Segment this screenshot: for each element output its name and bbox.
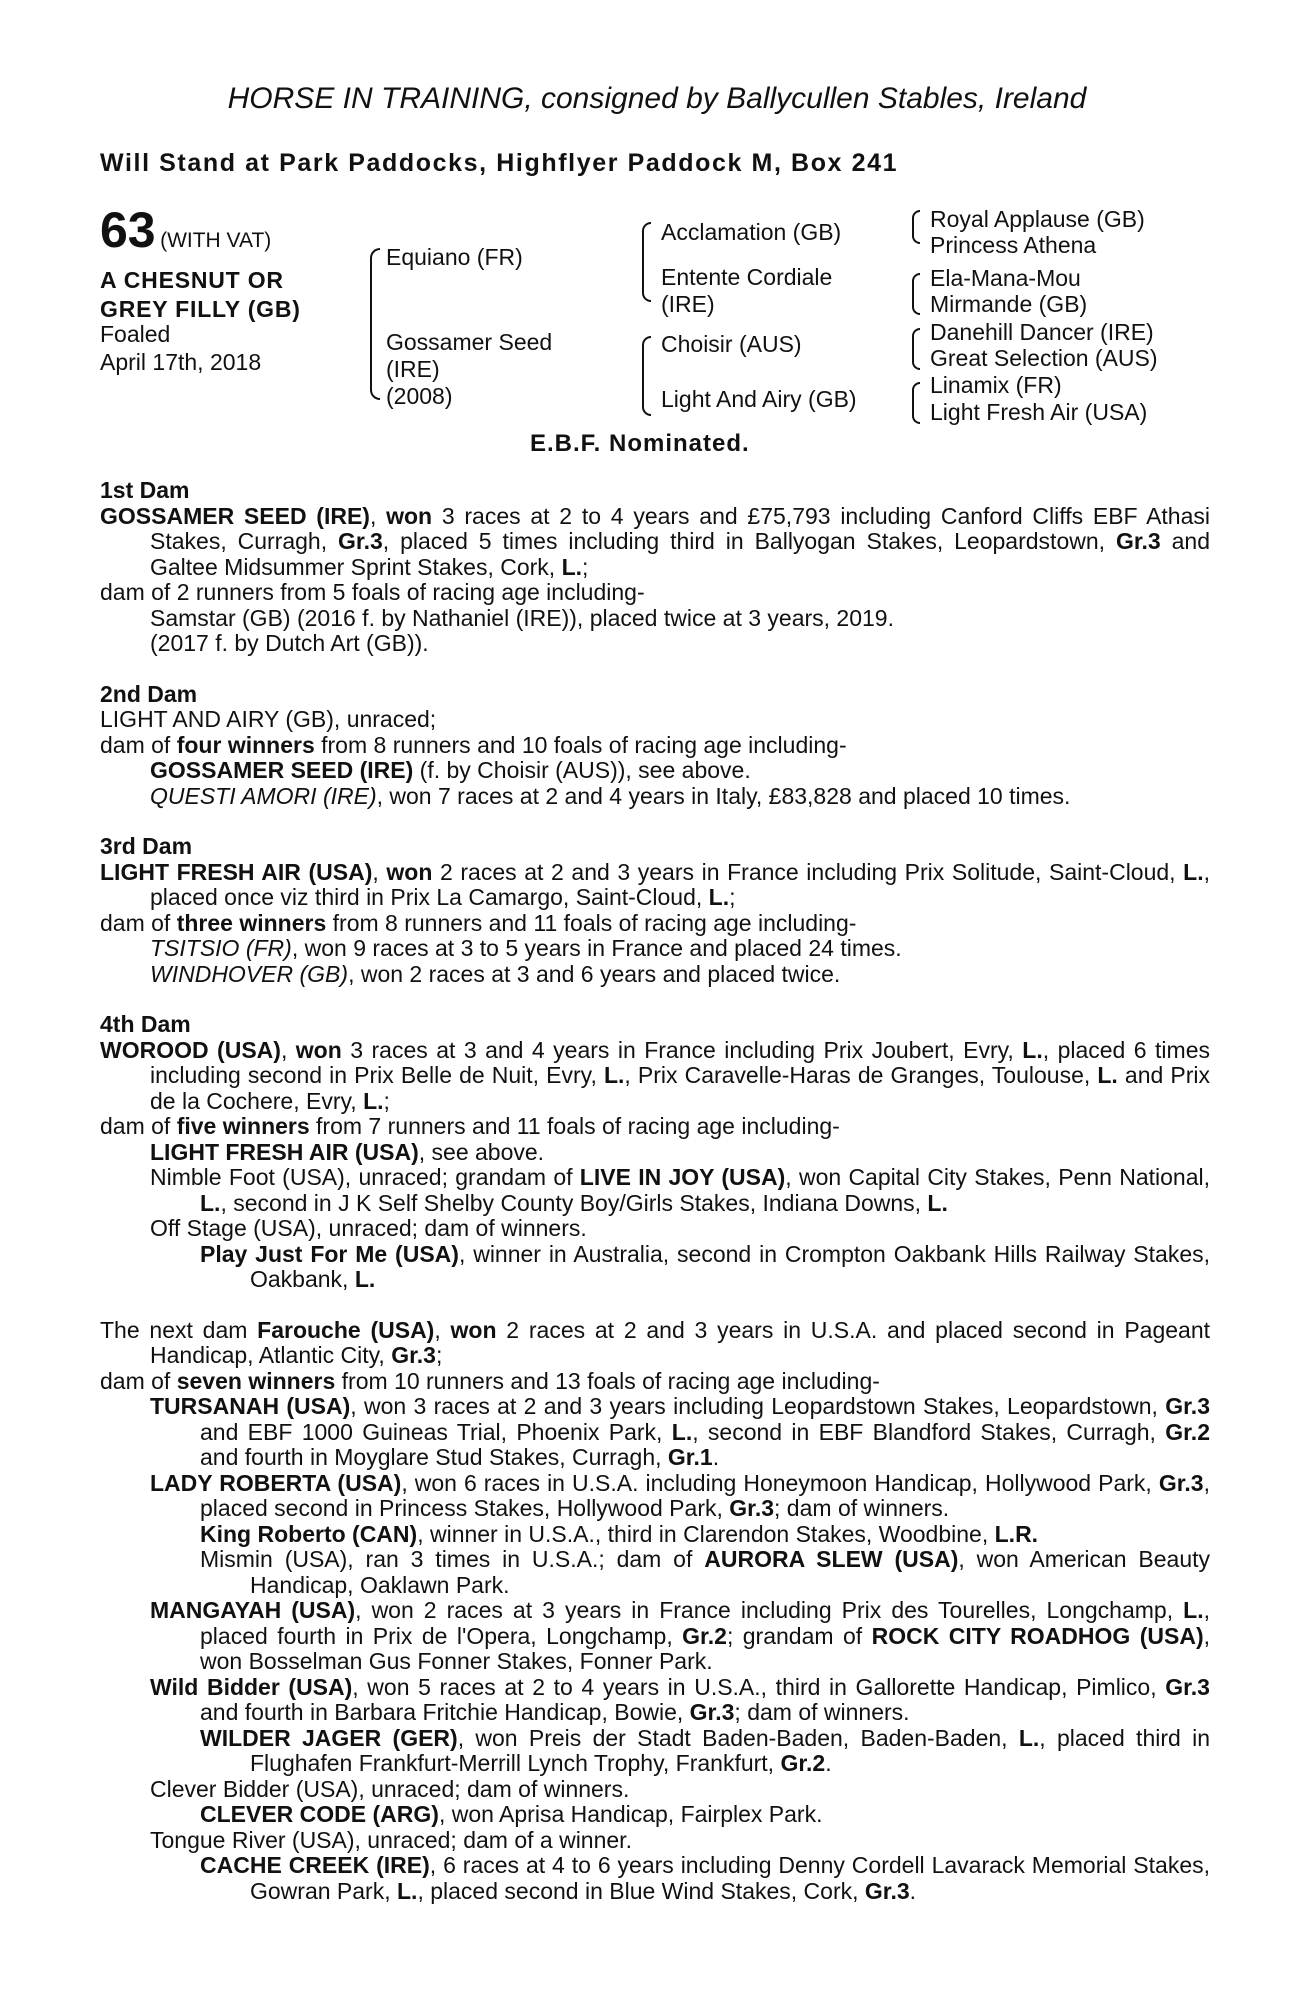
fourth-dam-section	[100, 1012, 1210, 1293]
vat-label: (WITH VAT)	[160, 229, 272, 252]
progeny-entry: Clever Bidder (USA), unraced; dam of winners.	[150, 1775, 630, 1802]
progeny-entry: QUESTI AMORI (IRE), won 7 races at 2 and 4 years in Italy, £83,828 and placed 10 times.	[150, 782, 1071, 809]
horse-description	[100, 266, 301, 324]
second-dam-section	[100, 682, 1210, 810]
progeny-entry: CLEVER CODE (ARG), won Aprisa Handicap, Fairplex Park.	[200, 1801, 823, 1827]
progeny-entry: LADY ROBERTA (USA), won 6 races in U.S.A. including Honeymoon Handicap, Hollywood Park, Gr.3, placed second in Princess Stakes, Hollywood Park, Gr.3; dam of winners.	[150, 1469, 1210, 1521]
third-dam-section	[100, 834, 1210, 987]
section-title: 2nd Dam	[100, 680, 198, 707]
progeny-entry: Samstar (GB) (2016 f. by Nathaniel (IRE)), placed twice at 3 years, 2019.	[150, 604, 894, 631]
dam-entry: LIGHT AND AIRY (GB), unraced;	[100, 706, 437, 732]
family-history	[100, 478, 1210, 1904]
section-title: 4th Dam	[100, 1011, 191, 1037]
dam-produce: dam of four winners from 8 runners and 10 foals of racing age including-	[100, 731, 847, 758]
progeny-entry: TURSANAH (USA), won 3 races at 2 and 3 years including Leopardstown Stakes, Leopardstown, Gr.3 and EBF 1000 Guineas Trial, Phoenix Park, L., second in EBF Blandford Stakes, Curragh, Gr.2 and fourth in Moyglare Stud Stakes, Curragh, Gr.1.	[150, 1393, 1210, 1470]
pedigree-sds: Ela-Mana-Mou	[930, 265, 1081, 291]
page-header: HORSE IN TRAINING, consigned by Ballycullen Stables, Ireland	[227, 82, 1087, 115]
lot-number: 63	[100, 202, 156, 258]
progeny-entry: Wild Bidder (USA), won 5 races at 2 to 4 years in U.S.A., third in Gallorette Handicap, Pimlico, Gr.3 and fourth in Barbara Fritchie Handicap, Bowie, Gr.3; dam of winners.	[150, 1673, 1210, 1725]
progeny-entry: MANGAYAH (USA), won 2 races at 3 years in France including Prix des Tourelles, Longchamp, L., placed fourth in Prix de l'Opera, Longchamp, Gr.2; grandam of ROCK CITY ROADHOG (USA), won Bosselman Gus Fonner Stakes, Fonner Park.	[150, 1597, 1210, 1674]
pedigree-bracket	[642, 336, 651, 416]
pedigree-sire-dam: Entente Cordiale (IRE)	[661, 264, 833, 317]
pedigree-bracket	[912, 382, 920, 424]
pedigree-bracket	[642, 222, 651, 302]
pedigree-dam-sire: Choisir (AUS)	[661, 331, 802, 357]
pedigree-sss: Royal Applause (GB)	[930, 206, 1145, 232]
progeny-entry: WINDHOVER (GB), won 2 races at 3 and 6 years and placed twice.	[150, 960, 841, 987]
progeny-entry: CACHE CREEK (IRE), 6 races at 4 to 6 years including Denny Cordell Lavarack Memorial Stakes, Gowran Park, L., placed second in Blue Wind Stakes, Cork, Gr.3.	[200, 1852, 1210, 1904]
dam-entry: The next dam Farouche (USA), won 2 races at 2 and 3 years in U.S.A. and placed second in Pageant Handicap, Atlantic City, Gr.3;	[100, 1316, 1211, 1368]
horse-name-line: A CHESNUT OR	[100, 267, 284, 293]
pedigree-dss: Danehill Dancer (IRE)	[930, 319, 1154, 345]
pedigree-dsd: Great Selection (AUS)	[930, 345, 1158, 371]
first-dam-section	[100, 478, 1210, 657]
foaled-date: April 17th, 2018	[100, 349, 262, 375]
pedigree-bracket	[370, 248, 380, 400]
dam-produce: dam of three winners from 8 runners and 11 foals of racing age including-	[100, 909, 857, 936]
progeny-entry: Off Stage (USA), unraced; dam of winners.	[150, 1215, 587, 1241]
dam-produce: dam of five winners from 7 runners and 11 foals of racing age including-	[100, 1113, 840, 1139]
progeny-entry: TSITSIO (FR), won 9 races at 3 to 5 years in France and placed 24 times.	[150, 935, 902, 961]
progeny-entry: Tongue River (USA), unraced; dam of a winner.	[150, 1826, 632, 1853]
stand-location: Will Stand at Park Paddocks, Highflyer Paddock M, Box 241	[100, 149, 899, 177]
pedigree-dam-dam: Light And Airy (GB)	[661, 386, 857, 412]
progeny-entry: Mismin (USA), ran 3 times in U.S.A.; dam of AURORA SLEW (USA), won American Beauty Handicap, Oaklawn Park.	[200, 1546, 1210, 1598]
lot-block	[100, 202, 272, 258]
next-dam-section	[100, 1318, 1210, 1905]
pedigree-ssd: Princess Athena	[930, 232, 1097, 258]
horse-name-line: GREY FILLY (GB)	[100, 296, 301, 322]
pedigree-sire: Equiano (FR)	[386, 244, 523, 270]
progeny-entry: LIGHT FRESH AIR (USA), see above.	[150, 1138, 545, 1165]
progeny-entry: Play Just For Me (USA), winner in Australia, second in Crompton Oakbank Hills Railway Stakes, Oakbank, L.	[200, 1240, 1211, 1292]
ebf-nominated: E.B.F. Nominated.	[530, 430, 750, 457]
progeny-entry: Nimble Foot (USA), unraced; grandam of LIVE IN JOY (USA), won Capital City Stakes, Penn National, L., second in J K Self Shelby County Boy/Girls Stakes, Indiana Downs, L.	[150, 1164, 1210, 1216]
progeny-entry: (2017 f. by Dutch Art (GB)).	[150, 630, 429, 656]
dam-entry: LIGHT FRESH AIR (USA), won 2 races at 2 and 3 years in France including Prix Solitude, Saint-Cloud, L., placed once viz third in Prix La Camargo, Saint-Cloud, L.;	[100, 858, 1211, 910]
pedigree-sdd: Mirmande (GB)	[930, 291, 1088, 317]
progeny-entry: GOSSAMER SEED (IRE) (f. by Choisir (AUS)), see above.	[150, 757, 751, 783]
pedigree-bracket	[912, 210, 920, 244]
pedigree-dam: Gossamer Seed (IRE) (2008)	[386, 329, 553, 409]
progeny-entry: King Roberto (CAN), winner in U.S.A., third in Clarendon Stakes, Woodbine, L.R.	[200, 1520, 1039, 1547]
progeny-entry: WILDER JAGER (GER), won Preis der Stadt Baden-Baden, Baden-Baden, L., placed third in Flughafen Frankfurt-Merrill Lynch Trophy, Frankfurt, Gr.2.	[200, 1724, 1210, 1776]
dam-entry: WOROOD (USA), won 3 races at 3 and 4 years in France including Prix Joubert, Evry, L., placed 6 times including second in Prix Belle de Nuit, Evry, L., Prix Caravelle-Haras de Granges, Toulouse, L. and Prix de la Cochere, Evry, L.;	[100, 1036, 1210, 1114]
section-title: 1st Dam	[100, 477, 190, 503]
dam-entry: GOSSAMER SEED (IRE), won 3 races at 2 to 4 years and £75,793 including Canford Cliffs EBF Athasi Stakes, Curragh, Gr.3, placed 5 times including third in Ballyogan Stakes, Leopardstown, Gr.3 and Galtee Midsummer Sprint Stakes, Cork, L.;	[100, 502, 1211, 580]
foaled-label: Foaled	[100, 321, 171, 347]
pedigree-bracket	[912, 328, 920, 370]
pedigree-dds: Linamix (FR)	[930, 372, 1062, 398]
pedigree-ddd: Light Fresh Air (USA)	[930, 399, 1148, 425]
pedigree-sire-sire: Acclamation (GB)	[661, 219, 842, 245]
dam-produce: dam of seven winners from 10 runners and 13 foals of racing age including-	[100, 1367, 880, 1394]
pedigree-bracket	[912, 273, 920, 315]
dam-produce: dam of 2 runners from 5 foals of racing age including-	[100, 579, 645, 605]
section-title: 3rd Dam	[100, 833, 193, 859]
foaled-info	[100, 320, 261, 376]
